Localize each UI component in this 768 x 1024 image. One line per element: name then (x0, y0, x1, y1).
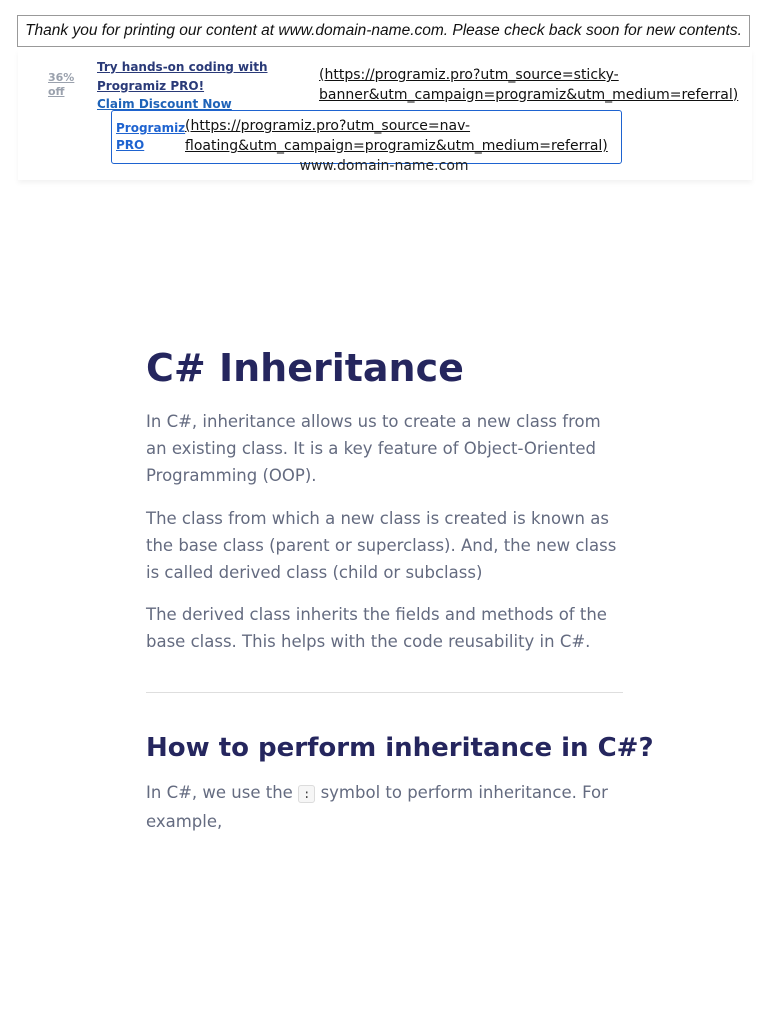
intro-paragraph: In C#, inheritance allows us to create a new class from an existing class. It is a key feature of Object-Oriented Programming (OOP). (146, 412, 601, 485)
article-content (146, 340, 654, 831)
inheritance-syntax-paragraph (146, 779, 626, 835)
section-heading: How to perform inheritance in C#? (146, 733, 654, 763)
base-class-paragraph: The class from which a new class is created is known as the base class (parent or superclass). And, the new class is called derived class (child or subclass) (146, 509, 617, 582)
section-divider (146, 692, 623, 693)
syntax-text-before: In C#, we use the (146, 783, 293, 802)
discount-badge[interactable]: 36% off (48, 71, 75, 98)
nav-floating-url[interactable]: (https://programiz.pro?utm_source=nav-floating&utm_campaign=programiz&utm_medium=referral) (185, 118, 608, 154)
promo-link[interactable] (97, 58, 297, 114)
derived-class-paragraph: The derived class inherits the fields and methods of the base class. This helps with the code reusability in C#. (146, 605, 607, 651)
print-notice: Thank you for printing our content at www.domain-name.com. Please check back soon for new contents. (17, 15, 750, 47)
programiz-pro-link[interactable]: Programiz PRO (116, 121, 186, 152)
colon-code: : (298, 785, 315, 803)
banner-url[interactable]: (https://programiz.pro?utm_source=sticky-banner&utm_campaign=programiz&utm_medium=referral) (319, 67, 739, 103)
syntax-text-after: symbol to perform inheritance. For example, (146, 783, 608, 831)
promo-line-2[interactable]: Programiz PRO! (97, 78, 205, 93)
promo-line-1[interactable]: Try hands-on coding with (97, 60, 268, 74)
domain-text: www.domain-name.com (299, 158, 469, 174)
claim-discount-link[interactable]: Claim Discount Now (97, 97, 232, 111)
page-title: C# Inheritance (146, 346, 464, 390)
